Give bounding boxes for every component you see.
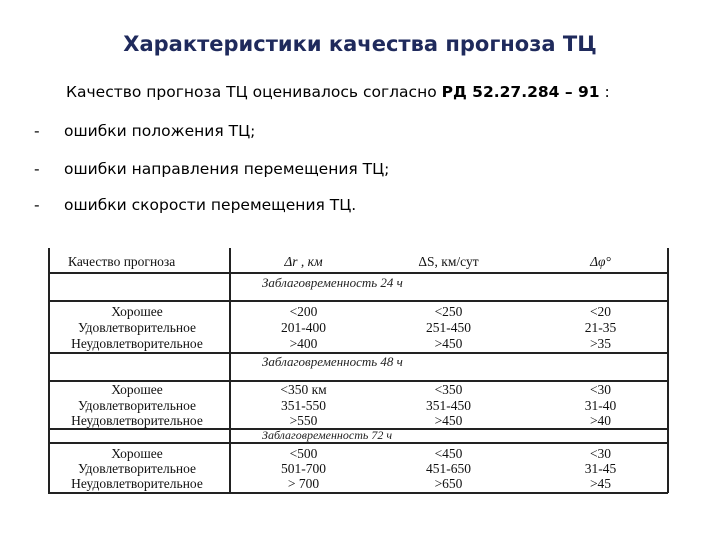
- bullet-dash: -: [34, 160, 40, 178]
- table-header-rule: [48, 272, 668, 274]
- bullet-item: [34, 196, 356, 214]
- direction-error-cell: <30: [589, 382, 612, 397]
- header-direction-error: Δφ°: [590, 254, 611, 269]
- quality-cell: Неудовлетворительное: [71, 413, 203, 428]
- bullet-dash: -: [34, 122, 40, 140]
- bullet-item: [34, 122, 255, 140]
- quality-cell: Удовлетворительное: [77, 461, 197, 476]
- table-section-rule: [48, 442, 668, 444]
- table-border-left: [48, 248, 50, 493]
- header-speed-error: ΔS, км/сут: [418, 254, 479, 269]
- quality-cell: Удовлетворительное: [77, 398, 197, 413]
- speed-error-cell: >650: [434, 476, 463, 491]
- position-error-cell: >550: [289, 413, 318, 428]
- quality-cell: Неудовлетворительное: [71, 476, 203, 491]
- quality-cell: Хорошее: [111, 446, 163, 461]
- position-error-cell: <500: [289, 446, 318, 461]
- intro-suffix: :: [599, 83, 610, 101]
- direction-error-cell: >40: [589, 413, 612, 428]
- position-error-cell: 201-400: [281, 320, 326, 335]
- direction-error-cell: <30: [589, 446, 612, 461]
- position-error-cell: <350 км: [280, 382, 327, 397]
- forecast-quality-table: [48, 248, 668, 493]
- doc-reference: РД 52.27.284 – 91: [441, 83, 600, 101]
- lead-time-label: Заблаговременность 72 ч: [262, 428, 393, 442]
- bullet-text: ошибки положения ТЦ;: [64, 122, 256, 140]
- table-border-bottom: [48, 492, 668, 494]
- lead-time-label: Заблаговременность 48 ч: [262, 354, 403, 369]
- slide-title: Характеристики качества прогноза ТЦ: [123, 32, 597, 56]
- position-error-cell: > 700: [287, 476, 320, 491]
- speed-error-cell: 351-450: [426, 398, 471, 413]
- quality-cell: Хорошее: [111, 304, 163, 319]
- direction-error-cell: 31-40: [584, 398, 617, 413]
- intro-text: [66, 83, 610, 101]
- header-quality: Качество прогноза: [68, 254, 176, 269]
- direction-error-cell: <20: [589, 304, 612, 319]
- header-position-error: Δr , км: [284, 254, 323, 269]
- intro-lead: Качество прогноза ТЦ оценивалось согласно: [66, 83, 437, 101]
- bullet-text: ошибки направления перемещения ТЦ;: [64, 160, 390, 178]
- position-error-cell: 501-700: [281, 461, 326, 476]
- speed-error-cell: >450: [434, 336, 463, 351]
- quality-cell: Хорошее: [111, 382, 163, 397]
- position-error-cell: >400: [289, 336, 318, 351]
- bullet-item: [34, 160, 389, 178]
- speed-error-cell: >450: [434, 413, 463, 428]
- bullet-dash: -: [34, 196, 40, 214]
- direction-error-cell: >45: [589, 476, 612, 491]
- direction-error-cell: 31-45: [584, 461, 617, 476]
- bullet-text: ошибки скорости перемещения ТЦ.: [64, 196, 357, 214]
- speed-error-cell: <350: [434, 382, 463, 397]
- speed-error-cell: <250: [434, 304, 463, 319]
- direction-error-cell: >35: [589, 336, 612, 351]
- table-section-rule: [48, 300, 668, 302]
- position-error-cell: 351-550: [281, 398, 326, 413]
- lead-time-label: Заблаговременность 24 ч: [262, 275, 403, 290]
- speed-error-cell: 451-650: [426, 461, 471, 476]
- speed-error-cell: 251-450: [426, 320, 471, 335]
- direction-error-cell: 21-35: [584, 320, 617, 335]
- quality-cell: Неудовлетворительное: [71, 336, 203, 351]
- table-column-divider: [229, 248, 231, 493]
- quality-cell: Удовлетворительное: [77, 320, 197, 335]
- position-error-cell: <200: [289, 304, 318, 319]
- table-border-right: [667, 248, 669, 493]
- speed-error-cell: <450: [434, 446, 463, 461]
